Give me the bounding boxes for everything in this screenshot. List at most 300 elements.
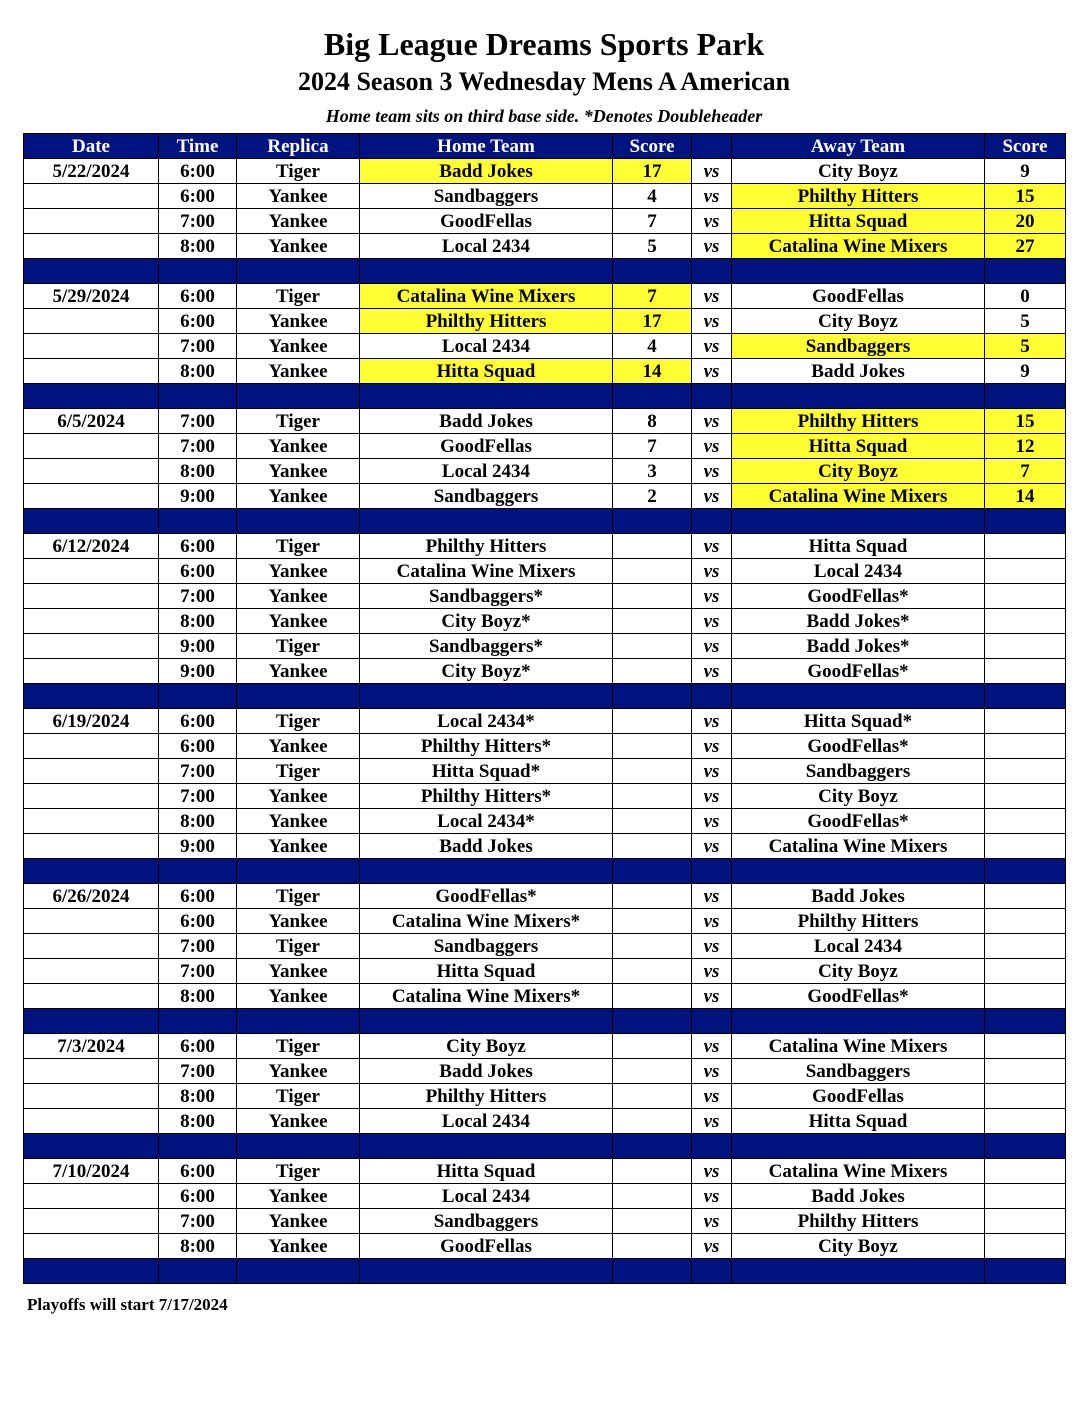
separator-cell: [613, 1259, 692, 1284]
date-cell: [24, 734, 159, 759]
home-score-cell: [613, 584, 692, 609]
table-row: [24, 909, 1066, 934]
vs-cell: vs: [692, 184, 732, 209]
home-score-cell: [613, 909, 692, 934]
away-team-cell: GoodFellas*: [732, 809, 985, 834]
date-cell: 6/12/2024: [24, 534, 159, 559]
home-team-cell: GoodFellas: [360, 209, 613, 234]
away-team-cell: Philthy Hitters: [732, 1209, 985, 1234]
separator-cell: [24, 259, 159, 284]
replica-cell: Tiger: [237, 159, 360, 184]
time-cell: 8:00: [159, 1084, 237, 1109]
separator-cell: [159, 859, 237, 884]
table-row: [24, 784, 1066, 809]
away-score-cell: [985, 1084, 1066, 1109]
home-team-cell: Sandbaggers*: [360, 634, 613, 659]
home-team-cell: Sandbaggers: [360, 484, 613, 509]
separator-cell: [159, 259, 237, 284]
vs-cell: vs: [692, 934, 732, 959]
time-cell: 7:00: [159, 1209, 237, 1234]
home-score-cell: [613, 1109, 692, 1134]
away-score-cell: [985, 534, 1066, 559]
separator-cell: [613, 509, 692, 534]
separator-cell: [985, 259, 1066, 284]
week-separator-row: [24, 509, 1066, 534]
vs-cell: vs: [692, 1234, 732, 1259]
away-team-cell: Catalina Wine Mixers: [732, 1034, 985, 1059]
replica-cell: Tiger: [237, 534, 360, 559]
header-time: Time: [159, 134, 237, 159]
away-score-cell: 15: [985, 409, 1066, 434]
vs-cell: vs: [692, 284, 732, 309]
away-team-cell: City Boyz: [732, 159, 985, 184]
date-cell: [24, 809, 159, 834]
header-date: Date: [24, 134, 159, 159]
table-row: [24, 834, 1066, 859]
date-cell: [24, 359, 159, 384]
separator-cell: [237, 859, 360, 884]
away-score-cell: [985, 909, 1066, 934]
separator-cell: [159, 1259, 237, 1284]
away-score-cell: 7: [985, 459, 1066, 484]
date-cell: [24, 934, 159, 959]
time-cell: 7:00: [159, 409, 237, 434]
replica-cell: Yankee: [237, 334, 360, 359]
away-team-cell: GoodFellas*: [732, 584, 985, 609]
home-team-cell: Local 2434: [360, 1109, 613, 1134]
home-score-cell: [613, 984, 692, 1009]
vs-cell: vs: [692, 959, 732, 984]
home-score-cell: [613, 1184, 692, 1209]
date-cell: [24, 1084, 159, 1109]
home-score-cell: 7: [613, 434, 692, 459]
home-team-cell: Badd Jokes: [360, 159, 613, 184]
away-score-cell: 0: [985, 284, 1066, 309]
home-team-cell: Catalina Wine Mixers: [360, 284, 613, 309]
home-team-cell: City Boyz*: [360, 609, 613, 634]
table-row: [24, 984, 1066, 1009]
table-row: [24, 1209, 1066, 1234]
table-row: [24, 959, 1066, 984]
date-cell: [24, 634, 159, 659]
vs-cell: vs: [692, 734, 732, 759]
replica-cell: Yankee: [237, 209, 360, 234]
time-cell: 6:00: [159, 1034, 237, 1059]
away-team-cell: City Boyz: [732, 784, 985, 809]
away-team-cell: City Boyz: [732, 459, 985, 484]
time-cell: 8:00: [159, 459, 237, 484]
home-score-cell: [613, 834, 692, 859]
away-score-cell: [985, 559, 1066, 584]
home-team-cell: Local 2434*: [360, 709, 613, 734]
replica-cell: Yankee: [237, 909, 360, 934]
time-cell: 6:00: [159, 1159, 237, 1184]
away-team-cell: Hitta Squad*: [732, 709, 985, 734]
home-score-cell: [613, 1234, 692, 1259]
away-score-cell: 9: [985, 159, 1066, 184]
table-row: [24, 334, 1066, 359]
vs-cell: vs: [692, 659, 732, 684]
time-cell: 6:00: [159, 159, 237, 184]
separator-cell: [159, 509, 237, 534]
replica-cell: Yankee: [237, 359, 360, 384]
separator-cell: [732, 1009, 985, 1034]
away-team-cell: Hitta Squad: [732, 534, 985, 559]
table-row: [24, 1084, 1066, 1109]
away-score-cell: [985, 1184, 1066, 1209]
vs-cell: vs: [692, 809, 732, 834]
table-header-row: [24, 134, 1066, 159]
away-team-cell: Hitta Squad: [732, 434, 985, 459]
schedule-body: [24, 159, 1066, 1284]
away-team-cell: GoodFellas*: [732, 984, 985, 1009]
away-team-cell: Philthy Hitters: [732, 909, 985, 934]
home-score-cell: [613, 634, 692, 659]
away-score-cell: 5: [985, 309, 1066, 334]
date-cell: [24, 1184, 159, 1209]
home-score-cell: [613, 559, 692, 584]
home-team-cell: Philthy Hitters: [360, 534, 613, 559]
home-score-cell: 2: [613, 484, 692, 509]
home-team-cell: Badd Jokes: [360, 409, 613, 434]
separator-cell: [613, 684, 692, 709]
table-row: [24, 584, 1066, 609]
time-cell: 8:00: [159, 809, 237, 834]
home-team-cell: Sandbaggers: [360, 934, 613, 959]
table-row: [24, 609, 1066, 634]
table-row: [24, 809, 1066, 834]
separator-cell: [692, 509, 732, 534]
time-cell: 6:00: [159, 709, 237, 734]
home-score-cell: [613, 934, 692, 959]
separator-cell: [692, 1259, 732, 1284]
table-row: [24, 359, 1066, 384]
vs-cell: vs: [692, 759, 732, 784]
away-team-cell: GoodFellas: [732, 1084, 985, 1109]
time-cell: 7:00: [159, 959, 237, 984]
header-home-team: Home Team: [360, 134, 613, 159]
away-score-cell: [985, 759, 1066, 784]
table-row: [24, 234, 1066, 259]
separator-cell: [732, 859, 985, 884]
time-cell: 9:00: [159, 834, 237, 859]
date-cell: [24, 984, 159, 1009]
separator-cell: [360, 1134, 613, 1159]
away-score-cell: [985, 584, 1066, 609]
date-cell: [24, 209, 159, 234]
away-score-cell: [985, 734, 1066, 759]
vs-cell: vs: [692, 709, 732, 734]
home-score-cell: [613, 959, 692, 984]
vs-cell: vs: [692, 909, 732, 934]
date-cell: [24, 1059, 159, 1084]
replica-cell: Yankee: [237, 459, 360, 484]
home-score-cell: 4: [613, 184, 692, 209]
vs-cell: vs: [692, 234, 732, 259]
home-score-cell: 4: [613, 334, 692, 359]
replica-cell: Yankee: [237, 1184, 360, 1209]
table-row: [24, 634, 1066, 659]
away-score-cell: [985, 809, 1066, 834]
away-score-cell: [985, 1034, 1066, 1059]
date-cell: 6/19/2024: [24, 709, 159, 734]
away-team-cell: GoodFellas: [732, 284, 985, 309]
separator-cell: [732, 509, 985, 534]
vs-cell: vs: [692, 1109, 732, 1134]
home-team-cell: Catalina Wine Mixers*: [360, 909, 613, 934]
away-score-cell: [985, 709, 1066, 734]
time-cell: 8:00: [159, 609, 237, 634]
home-score-cell: [613, 734, 692, 759]
header-away-team: Away Team: [732, 134, 985, 159]
separator-cell: [732, 1134, 985, 1159]
home-score-cell: 17: [613, 309, 692, 334]
replica-cell: Tiger: [237, 709, 360, 734]
away-team-cell: Sandbaggers: [732, 1059, 985, 1084]
table-row: [24, 559, 1066, 584]
separator-cell: [692, 384, 732, 409]
separator-cell: [613, 1134, 692, 1159]
date-cell: [24, 959, 159, 984]
away-score-cell: [985, 1059, 1066, 1084]
separator-cell: [613, 859, 692, 884]
date-cell: 7/3/2024: [24, 1034, 159, 1059]
replica-cell: Yankee: [237, 484, 360, 509]
vs-cell: vs: [692, 309, 732, 334]
time-cell: 7:00: [159, 934, 237, 959]
away-team-cell: Badd Jokes: [732, 359, 985, 384]
time-cell: 7:00: [159, 334, 237, 359]
time-cell: 6:00: [159, 734, 237, 759]
separator-cell: [24, 1009, 159, 1034]
table-row: [24, 209, 1066, 234]
away-team-cell: GoodFellas*: [732, 659, 985, 684]
replica-cell: Yankee: [237, 659, 360, 684]
away-team-cell: Badd Jokes*: [732, 609, 985, 634]
away-score-cell: [985, 634, 1066, 659]
replica-cell: Tiger: [237, 884, 360, 909]
separator-cell: [985, 859, 1066, 884]
table-row: [24, 484, 1066, 509]
page-title: Big League Dreams Sports Park: [323, 26, 765, 62]
date-cell: [24, 459, 159, 484]
table-row: [24, 459, 1066, 484]
home-score-cell: 3: [613, 459, 692, 484]
schedule-table: [23, 133, 1066, 1284]
date-cell: [24, 759, 159, 784]
date-cell: 7/10/2024: [24, 1159, 159, 1184]
away-score-cell: [985, 659, 1066, 684]
separator-cell: [360, 1259, 613, 1284]
vs-cell: vs: [692, 159, 732, 184]
time-cell: 6:00: [159, 1184, 237, 1209]
separator-cell: [732, 1259, 985, 1284]
replica-cell: Tiger: [237, 759, 360, 784]
vs-cell: vs: [692, 609, 732, 634]
date-cell: [24, 584, 159, 609]
separator-cell: [985, 1259, 1066, 1284]
date-cell: 6/26/2024: [24, 884, 159, 909]
week-separator-row: [24, 384, 1066, 409]
date-cell: [24, 484, 159, 509]
vs-cell: vs: [692, 784, 732, 809]
vs-cell: vs: [692, 1209, 732, 1234]
table-row: [24, 659, 1066, 684]
time-cell: 7:00: [159, 1059, 237, 1084]
separator-cell: [159, 1009, 237, 1034]
time-cell: 7:00: [159, 784, 237, 809]
home-score-cell: 5: [613, 234, 692, 259]
replica-cell: Yankee: [237, 1109, 360, 1134]
header-away-score: Score: [985, 134, 1066, 159]
away-score-cell: 20: [985, 209, 1066, 234]
home-team-cell: Philthy Hitters: [360, 309, 613, 334]
separator-cell: [159, 1134, 237, 1159]
vs-cell: vs: [692, 559, 732, 584]
home-team-cell: Badd Jokes: [360, 1059, 613, 1084]
separator-cell: [159, 384, 237, 409]
date-cell: 6/5/2024: [24, 409, 159, 434]
time-cell: 8:00: [159, 984, 237, 1009]
vs-cell: vs: [692, 584, 732, 609]
separator-cell: [360, 684, 613, 709]
time-cell: 6:00: [159, 284, 237, 309]
date-cell: 5/29/2024: [24, 284, 159, 309]
home-team-cell: Hitta Squad: [360, 959, 613, 984]
replica-cell: Yankee: [237, 1059, 360, 1084]
away-score-cell: [985, 834, 1066, 859]
home-team-cell: Hitta Squad: [360, 1159, 613, 1184]
date-cell: [24, 609, 159, 634]
home-score-cell: 7: [613, 284, 692, 309]
separator-cell: [237, 684, 360, 709]
separator-cell: [24, 1134, 159, 1159]
home-score-cell: 17: [613, 159, 692, 184]
separator-cell: [24, 1259, 159, 1284]
home-team-cell: Sandbaggers: [360, 1209, 613, 1234]
away-team-cell: GoodFellas*: [732, 734, 985, 759]
table-row: [24, 409, 1066, 434]
schedule-note: Home team sits on third base side. *Denotes Doubleheader: [325, 106, 763, 126]
separator-cell: [692, 1009, 732, 1034]
page-subtitle: 2024 Season 3 Wednesday Mens A American: [297, 67, 791, 96]
vs-cell: vs: [692, 459, 732, 484]
away-score-cell: [985, 934, 1066, 959]
separator-cell: [692, 1134, 732, 1159]
home-score-cell: [613, 609, 692, 634]
time-cell: 8:00: [159, 234, 237, 259]
home-team-cell: Local 2434: [360, 234, 613, 259]
replica-cell: Tiger: [237, 284, 360, 309]
vs-cell: vs: [692, 834, 732, 859]
time-cell: 7:00: [159, 209, 237, 234]
home-team-cell: Philthy Hitters*: [360, 784, 613, 809]
time-cell: 9:00: [159, 484, 237, 509]
replica-cell: Yankee: [237, 559, 360, 584]
separator-cell: [732, 384, 985, 409]
vs-cell: vs: [692, 409, 732, 434]
date-cell: [24, 1234, 159, 1259]
away-score-cell: [985, 1209, 1066, 1234]
away-team-cell: City Boyz: [732, 309, 985, 334]
separator-cell: [613, 384, 692, 409]
header-home-score: Score: [613, 134, 692, 159]
time-cell: 8:00: [159, 359, 237, 384]
separator-cell: [360, 259, 613, 284]
table-row: [24, 434, 1066, 459]
week-separator-row: [24, 259, 1066, 284]
date-cell: [24, 184, 159, 209]
time-cell: 6:00: [159, 559, 237, 584]
table-row: [24, 734, 1066, 759]
away-score-cell: 9: [985, 359, 1066, 384]
away-score-cell: [985, 1234, 1066, 1259]
week-separator-row: [24, 684, 1066, 709]
week-separator-row: [24, 1009, 1066, 1034]
separator-cell: [985, 1134, 1066, 1159]
home-team-cell: Philthy Hitters*: [360, 734, 613, 759]
away-team-cell: Catalina Wine Mixers: [732, 834, 985, 859]
date-cell: [24, 909, 159, 934]
vs-cell: vs: [692, 1084, 732, 1109]
separator-cell: [24, 859, 159, 884]
home-team-cell: Local 2434: [360, 1184, 613, 1209]
time-cell: 7:00: [159, 759, 237, 784]
separator-cell: [732, 684, 985, 709]
home-score-cell: [613, 759, 692, 784]
home-team-cell: GoodFellas: [360, 1234, 613, 1259]
table-row: [24, 1034, 1066, 1059]
week-separator-row: [24, 859, 1066, 884]
time-cell: 6:00: [159, 884, 237, 909]
home-team-cell: GoodFellas*: [360, 884, 613, 909]
replica-cell: Tiger: [237, 1034, 360, 1059]
vs-cell: vs: [692, 334, 732, 359]
away-score-cell: 27: [985, 234, 1066, 259]
home-team-cell: Badd Jokes: [360, 834, 613, 859]
vs-cell: vs: [692, 209, 732, 234]
home-team-cell: Local 2434*: [360, 809, 613, 834]
vs-cell: vs: [692, 884, 732, 909]
time-cell: 9:00: [159, 659, 237, 684]
separator-cell: [692, 859, 732, 884]
home-score-cell: [613, 659, 692, 684]
table-row: [24, 1234, 1066, 1259]
time-cell: 8:00: [159, 1109, 237, 1134]
table-row: [24, 1059, 1066, 1084]
away-team-cell: Catalina Wine Mixers: [732, 234, 985, 259]
replica-cell: Yankee: [237, 1209, 360, 1234]
time-cell: 6:00: [159, 534, 237, 559]
replica-cell: Yankee: [237, 734, 360, 759]
home-team-cell: Local 2434: [360, 459, 613, 484]
home-team-cell: Catalina Wine Mixers: [360, 559, 613, 584]
home-team-cell: Hitta Squad: [360, 359, 613, 384]
date-cell: [24, 659, 159, 684]
date-cell: [24, 434, 159, 459]
separator-cell: [24, 684, 159, 709]
replica-cell: Yankee: [237, 584, 360, 609]
away-team-cell: Sandbaggers: [732, 759, 985, 784]
away-score-cell: [985, 959, 1066, 984]
separator-cell: [360, 1009, 613, 1034]
home-score-cell: [613, 809, 692, 834]
time-cell: 8:00: [159, 1234, 237, 1259]
away-team-cell: Badd Jokes*: [732, 634, 985, 659]
away-team-cell: Catalina Wine Mixers: [732, 1159, 985, 1184]
vs-cell: vs: [692, 1184, 732, 1209]
vs-cell: vs: [692, 434, 732, 459]
